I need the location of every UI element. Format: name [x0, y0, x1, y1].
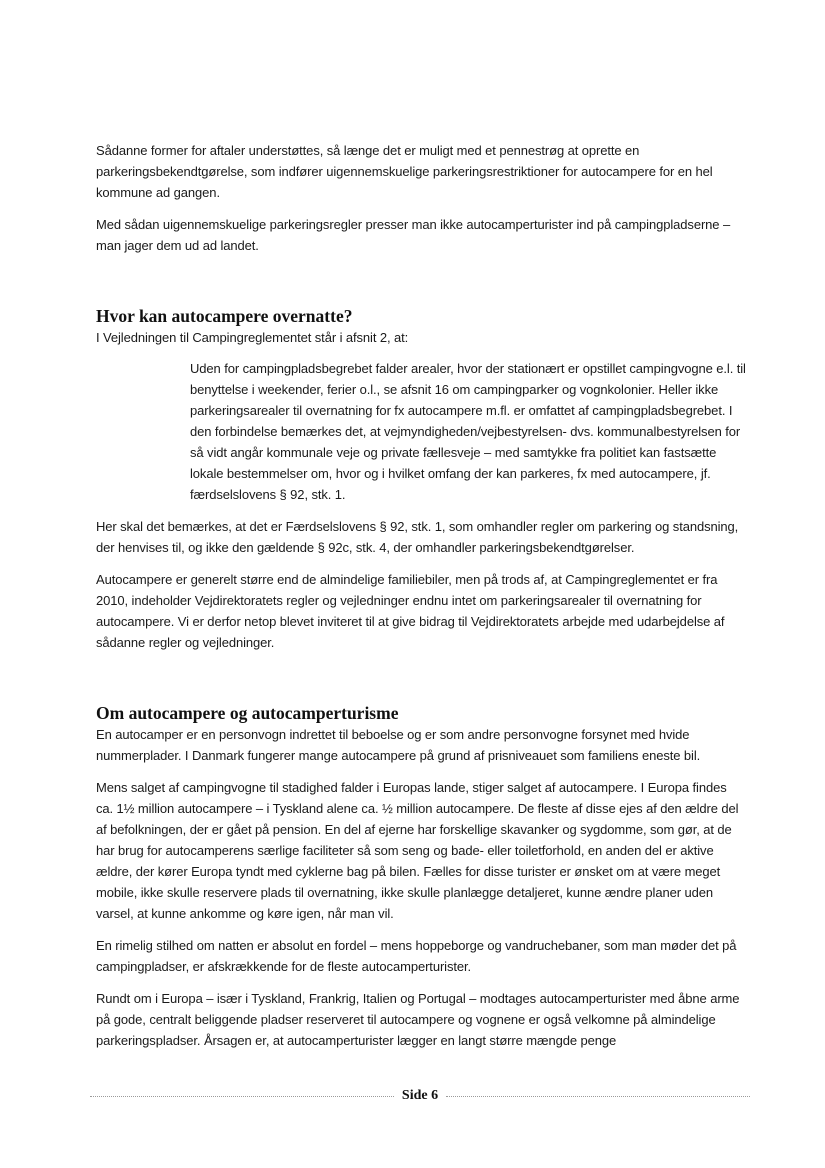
- document-body: [96, 140, 746, 1051]
- footer-rule-right: [446, 1096, 750, 1097]
- section-heading-tourism: Om autocampere og autocamperturisme: [96, 703, 399, 723]
- section2-paragraph-2: Mens salget af campingvogne til stadighed falder i Europas lande, stiger salget af autocampere. I Europa findes ca. 1½ million autocampere – i Tyskland alene ca. ½ million autocampere. De fleste af disse ejes af den ældre del af befolkningen, der er gået på pension. En del af ejerne har forskellige skavanker og sygdomme, som gør, at de har brug for autocamperens særlige faciliteter så som seng og bade- eller toiletforhold, en anden del er aktive ældre, der kører Europa tyndt med cyklerne bag på bilen. Fælles for disse turister er ønsket om at være meget mobile, ikke skulle reservere plads til overnatning, ikke skulle planlægge detaljeret, kunne ændre planer uden varsel, at kunne ankomme og køre igen, når man vil.: [96, 780, 739, 921]
- section1-blockquote: Uden for campingpladsbegrebet falder arealer, hvor der stationært er opstillet campingvogne e.l. til benyttelse i weekender, ferier o.l., se afsnit 16 om campingparker og vognkolonier. Heller ikke parkeringsarealer til overnatning for fx autocampere m.fl. er omfattet af campingpladsbegrebet. I den forbindelse bemærkes det, at vejmyndigheden/vejbestyrelsen- dvs. kommunalbestyrelsen for så vidt angår kommunale veje og private fællesveje – med samtykke fra politiet kan fastsætte lokale bestemmelser om, hvor og i hvilket omfang der kan parkeres, fx med autocampere, jf. færdselslovens § 92, stk. 1.: [190, 361, 746, 502]
- intro-paragraph-1: Sådanne former for aftaler understøttes, så længe det er muligt med et pennestrøg at oprette en parkeringsbekendtgørelse, som indfører uigennemskuelige parkeringsrestriktioner for autocampere for en hel kommune ad gangen.: [96, 143, 713, 200]
- intro-paragraph-2: Med sådan uigennemskuelige parkeringsregler presser man ikke autocamperturister ind på campingpladserne – man jager dem ud ad landet.: [96, 217, 731, 253]
- section1-paragraph-2: Autocampere er generelt større end de almindelige familiebiler, men på trods af, at Campingreglementet er fra 2010, indeholder Vejdirektoratets regler og vejledninger endnu intet om parkeringsarealer til overnatning for autocampere. Vi er derfor netop blevet inviteret til at give bidrag til Vejdirektoratets arbejde med udarbejdelse af sådanne regler og vejledninger.: [96, 572, 725, 650]
- page-number: Side 6: [401, 1088, 439, 1103]
- section-heading-overnight: Hvor kan autocampere overnatte?: [96, 306, 353, 326]
- footer-rule-left: [90, 1096, 394, 1097]
- section1-lead: I Vejledningen til Campingreglementet står i afsnit 2, at:: [96, 330, 409, 345]
- section1-paragraph-1: Her skal det bemærkes, at det er Færdselslovens § 92, stk. 1, som omhandler regler om parkering og standsning, der henvises til, og ikke den gældende § 92c, stk. 4, der omhandler parkeringsbekendtgørelser.: [96, 519, 739, 555]
- page-footer: [90, 1086, 750, 1106]
- section2-paragraph-4: Rundt om i Europa – især i Tyskland, Frankrig, Italien og Portugal – modtages autocamperturister med åbne arme på gode, centralt beliggende pladser reserveret til autocampere og vognene er også velkomne på almindelige parkeringspladser. Årsagen er, at autocamperturister lægger en langt større mængde penge: [96, 991, 740, 1048]
- section2-paragraph-1: En autocamper er en personvogn indrettet til beboelse og er som andre personvogne forsynet med hvide nummerplader. I Danmark fungerer mange autocampere på grund af prisniveauet som familiens eneste bil.: [96, 727, 701, 763]
- section2-paragraph-3: En rimelig stilhed om natten er absolut en fordel – mens hoppeborge og vandruchebaner, som man møder det på campingpladser, er afskrækkende for de fleste autocamperturister.: [96, 938, 737, 974]
